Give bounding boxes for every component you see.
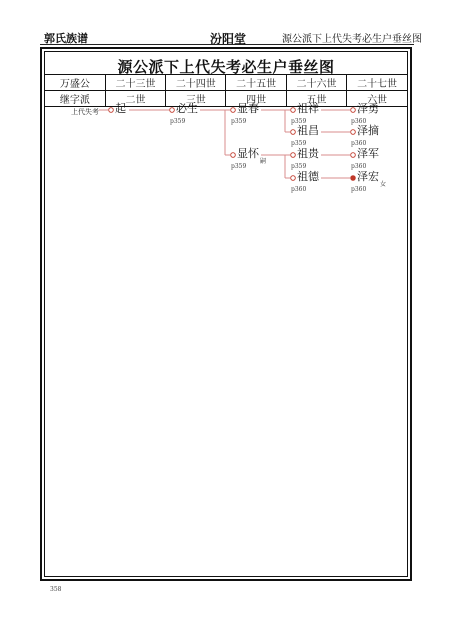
person-page-ref: p360 [351,118,367,125]
origin-label: 上代失考 [71,108,99,116]
page-title: 源公派下上代失考必生户垂丝图 [117,58,335,76]
person-name: 起 [115,102,126,115]
person-name: 泽摘 [357,124,379,137]
person-page-ref: p359 [291,163,307,170]
tree-node-marker [170,108,175,113]
person-page-ref: p359 [291,118,307,125]
tree-node-marker [351,108,356,113]
person-name: 泽军 [357,147,379,160]
person-page-ref: p360 [351,186,367,193]
person-name: 祖祥 [297,102,319,115]
gen-cell: 二十四世 [166,75,226,91]
tree-node-marker [291,176,296,181]
person-note: 嗣 [260,158,267,165]
page-frame-inner [44,51,408,577]
gen-cell: 二十五世 [226,75,286,91]
gen-cell: 四世 [226,91,286,107]
person-name: 显春 [237,102,259,115]
gen-cell: 二十三世 [105,75,165,91]
person-page-ref: p360 [351,163,367,170]
person-name: 必生 [176,102,198,115]
person-page-ref: p359 [170,118,186,125]
gen-cell: 万盛公 [45,75,105,91]
header-rule [40,44,414,45]
gen-cell: 继字派 [45,91,105,107]
page-number: 358 [50,586,62,593]
person-name: 泽宏 [357,170,379,183]
gen-cell: 三世 [166,91,226,107]
person-page-ref: p360 [351,140,367,147]
person-page-ref: p359 [231,163,247,170]
tree-node-marker [291,153,296,158]
tree-node-marker [291,108,296,113]
person-page-ref: p359 [231,118,247,125]
tree-node-marker [291,130,296,135]
tree-node-marker [351,130,356,135]
tree-node-marker [351,176,356,181]
gen-cell: 二世 [105,91,165,107]
gen-cell: 六世 [347,91,407,107]
person-note: 女 [380,181,387,188]
gen-cell: 二十六世 [286,75,346,91]
person-page-ref: p360 [291,186,307,193]
tree-node-marker [231,108,236,113]
page-frame [40,47,412,581]
gen-cell: 二十七世 [347,75,407,91]
person-name: 祖德 [297,170,319,183]
person-page-ref: p359 [291,140,307,147]
header-right: 源公派下上代失考必生户垂丝图 [282,34,422,45]
family-tree [45,52,411,580]
person-name: 祖贵 [297,147,319,160]
tree-node-marker [109,108,114,113]
gen-cell: 五世 [286,91,346,107]
person-name: 显怀 [237,147,259,160]
tree-node-marker [231,153,236,158]
tree-node-marker [351,153,356,158]
header-left: 郭氏族谱 [44,32,88,45]
header-center: 汾阳堂 [210,32,247,46]
person-name: 泽勇 [357,102,379,115]
person-name: 祖昌 [297,124,319,137]
